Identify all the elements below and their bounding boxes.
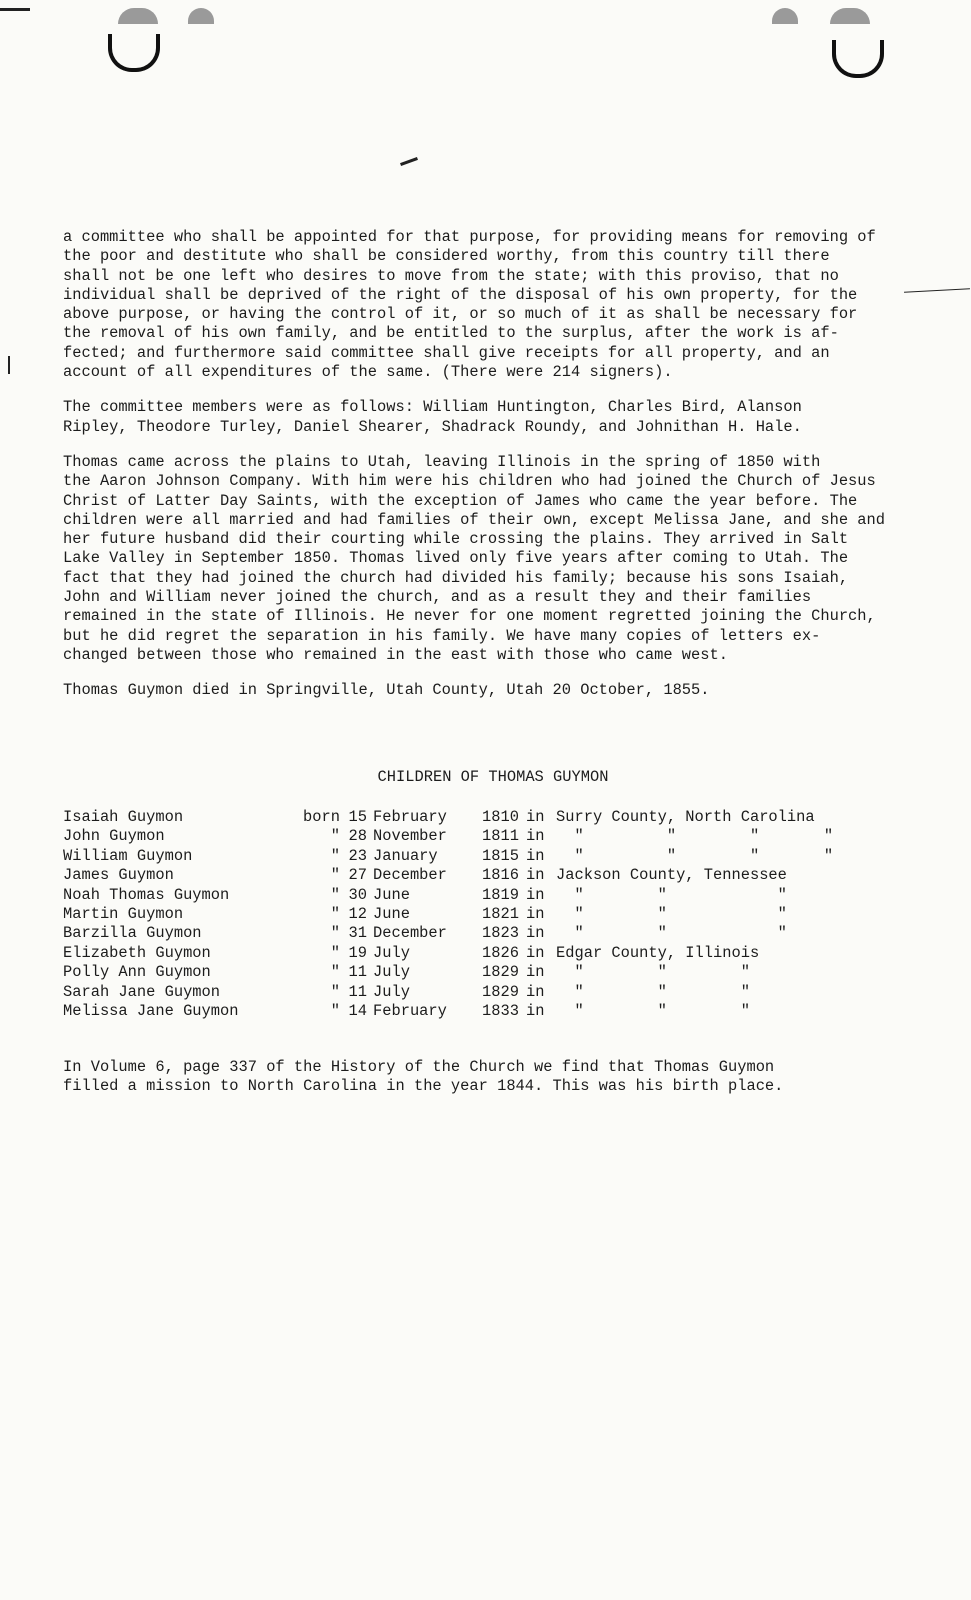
paragraph-petition: a committee who shall be appointed for that purpose, for providing means for removing of the poor and destitute who shall be considered worthy, from this country till there shall not be one left who desires to move from the state; with this proviso, that no individual shall be deprived of the right of the disposal of his own property, for the above purpose, or having the control of it, or so much of it as shall be necessary for the removal of his own family, and be entitled to the surplus, after the work is af- fected; and furthermore said committee shall give receipts for all property, and an account of all expenditures of the same. (There were 214 signers). (63, 228, 876, 382)
document-page (63, 228, 923, 1096)
child-day: 31 (348, 924, 367, 943)
child-in: in (526, 905, 545, 924)
edge-mark (0, 8, 30, 11)
child-born: " (330, 846, 340, 865)
stray-mark (400, 157, 418, 166)
child-name: Barzilla Guymon (63, 924, 202, 943)
child-place: " " " (556, 1002, 750, 1021)
child-day: 15 (348, 808, 367, 826)
paragraph-committee: The committee members were as follows: William Huntington, Charles Bird, Alanson Ripley, Theodore Turley, Daniel Shearer, Shadrack Roundy, and Johnithan H. Hale. (63, 398, 802, 436)
child-place: Jackson County, Tennessee (556, 866, 787, 885)
table-row (63, 886, 833, 905)
child-month: July (373, 943, 410, 962)
child-in: in (526, 866, 545, 885)
child-place: " " " (556, 982, 750, 1001)
child-year: 1829 (482, 982, 519, 1001)
child-day: 14 (348, 1002, 367, 1021)
child-day: 11 (348, 963, 367, 982)
child-name: John Guymon (63, 827, 165, 846)
child-in: in (526, 963, 545, 982)
child-in: in (526, 1002, 545, 1021)
child-year: 1823 (482, 924, 519, 943)
child-year: 1815 (482, 846, 519, 865)
child-born: " (330, 905, 340, 924)
child-in: in (526, 827, 545, 846)
table-row (63, 808, 833, 827)
child-month: June (373, 885, 410, 904)
child-year: 1833 (482, 1002, 519, 1021)
child-born: " (330, 943, 340, 962)
child-month: December (373, 924, 447, 943)
child-name: Martin Guymon (63, 905, 184, 924)
child-born: " (330, 963, 340, 982)
child-month: February (373, 1002, 447, 1021)
child-place: Edgar County, Illinois (556, 943, 760, 962)
child-month: November (373, 827, 447, 846)
punch-hole-right-1 (772, 8, 798, 24)
child-place: " " " " (556, 846, 834, 865)
child-in: in (526, 982, 545, 1001)
child-year: 1816 (482, 866, 519, 885)
stray-mark (8, 356, 10, 374)
child-name: Noah Thomas Guymon (63, 885, 230, 904)
paragraph-journey: Thomas came across the plains to Utah, leaving Illinois in the spring of 1850 with the Aaron Johnson Company. With him were his children who had joined the Church of Jesus Christ of Latter Day Saints, with the exception of James who came the year before. The children were all married and had families of their own, except Melissa Jane, and she and her future husband did their courting while crossing the plains. They arrived in Salt Lake Valley in September 1850. Thomas lived only five years after coming to Utah. The fact that they had joined the church had divided his family; because his sons Isaiah, John and William never joined the church, and as a result they and their families remained in the state of Illinois. He never for one moment regretted joining the Church, but he did regret the separation in his family. We have many copies of letters ex- changed between those who remained in the east with those who came west. (63, 452, 885, 664)
child-place: Surry County, North Carolina (556, 808, 815, 826)
child-name: Elizabeth Guymon (63, 943, 211, 962)
children-title: CHILDREN OF THOMAS GUYMON (377, 768, 609, 786)
child-born: " (330, 924, 340, 943)
child-year: 1826 (482, 943, 519, 962)
child-year: 1810 (482, 808, 519, 826)
punch-hole-left-1 (118, 8, 158, 24)
paragraph-death: Thomas Guymon died in Springville, Utah County, Utah 20 October, 1855. (63, 681, 710, 700)
punch-hole-right-2 (830, 8, 870, 24)
child-day: 23 (348, 846, 367, 865)
table-row (63, 1002, 833, 1021)
children-table (63, 808, 833, 1021)
child-name: James Guymon (63, 866, 174, 885)
child-name: William Guymon (63, 846, 193, 865)
table-row (63, 905, 833, 924)
paragraph-mission: In Volume 6, page 337 of the History of the Church we find that Thomas Guymon filled a mission to North Carolina in the year 1844. This was his birth place. (63, 1058, 784, 1096)
child-month: January (373, 846, 438, 865)
child-born: " (330, 982, 340, 1001)
child-year: 1829 (482, 963, 519, 982)
punch-hole-left-2 (188, 8, 214, 24)
child-in: in (526, 808, 545, 826)
child-month: June (373, 905, 410, 924)
binder-ring-left (108, 34, 160, 72)
child-born: " (330, 827, 340, 846)
child-place: " " " (556, 905, 787, 924)
child-born: " (330, 1002, 340, 1021)
child-in: in (526, 846, 545, 865)
child-in: in (526, 885, 545, 904)
child-born: born (303, 808, 340, 826)
table-row (63, 983, 833, 1002)
child-year: 1821 (482, 905, 519, 924)
child-month: December (373, 866, 447, 885)
child-year: 1819 (482, 885, 519, 904)
child-born: " (330, 866, 340, 885)
table-row (63, 924, 833, 943)
child-in: in (526, 924, 545, 943)
table-row (63, 847, 833, 866)
table-row (63, 963, 833, 982)
child-in: in (526, 943, 545, 962)
child-place: " " " " (556, 827, 834, 846)
child-month: February (373, 808, 447, 826)
child-day: 30 (348, 885, 367, 904)
table-row (63, 866, 833, 885)
table-row (63, 944, 833, 963)
child-name: Melissa Jane Guymon (63, 1002, 239, 1021)
child-month: July (373, 982, 410, 1001)
child-place: " " " (556, 885, 787, 904)
child-day: 12 (348, 905, 367, 924)
child-day: 27 (348, 866, 367, 885)
binder-ring-right (832, 40, 884, 78)
table-row (63, 827, 833, 846)
child-year: 1811 (482, 827, 519, 846)
child-place: " " " (556, 963, 750, 982)
child-day: 19 (348, 943, 367, 962)
child-name: Polly Ann Guymon (63, 963, 211, 982)
child-name: Isaiah Guymon (63, 808, 184, 826)
child-month: July (373, 963, 410, 982)
child-name: Sarah Jane Guymon (63, 982, 221, 1001)
child-day: 11 (348, 982, 367, 1001)
child-day: 28 (348, 827, 367, 846)
child-place: " " " (556, 924, 787, 943)
child-born: " (330, 885, 340, 904)
